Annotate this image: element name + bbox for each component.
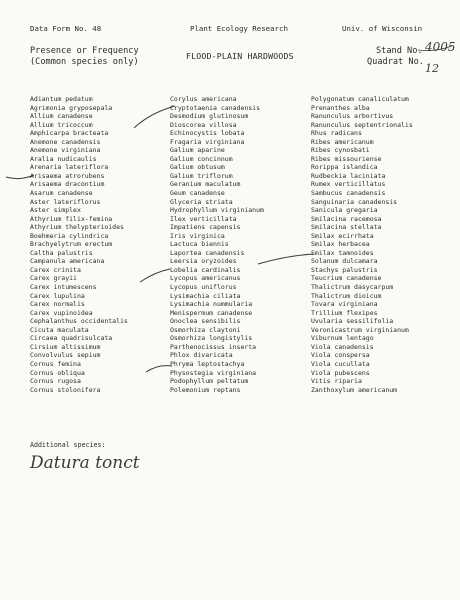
species-item: Viola pubescens — [311, 368, 370, 377]
species-item: Circaea quadrisulcata — [30, 334, 113, 343]
species-item: Athyrium thelypterioides — [30, 223, 124, 232]
species-item: Ilex verticillata — [170, 214, 237, 223]
species-item: Corylus americana — [170, 95, 237, 103]
check-mark-stroke — [140, 269, 170, 282]
species-item: Dioscorea villosa — [170, 120, 237, 129]
species-item: Polemonium reptans — [170, 385, 241, 394]
check-mark-stroke — [134, 106, 175, 128]
species-item: Aralia nudicaulis — [30, 154, 97, 163]
species-item: Ribes missouriense — [311, 154, 382, 163]
species-item: Rumex verticillatus — [311, 180, 386, 189]
species-item: Leersia oryzoides — [170, 257, 237, 266]
species-item: Allium canadense — [30, 112, 93, 121]
species-item: Lycopus uniflorus — [170, 283, 237, 292]
species-item: Carex grayii — [30, 274, 77, 283]
form-number: Data Form No. 48 — [30, 24, 102, 33]
species-item: Glyceria striata — [170, 197, 233, 206]
quadrat-number-handwritten: 12 — [425, 62, 439, 75]
species-item: Phlox divaricata — [170, 351, 233, 360]
species-item: Galium concinnum — [170, 154, 233, 163]
species-item: Thalictrum dioicum — [311, 291, 382, 300]
check-mark-stroke — [6, 175, 34, 179]
species-item: Osmorhiza claytoni — [170, 325, 241, 334]
species-item: Arisaema atrorubens — [30, 171, 105, 180]
species-item: Boehmeria cylindrica — [30, 231, 109, 240]
species-item: Anemone virginiana — [30, 146, 101, 155]
species-item: Rhus radicans — [311, 129, 362, 138]
species-item: Cirsium altissimum — [30, 342, 101, 351]
form-title: FLOOD-PLAIN HARDWOODS — [186, 51, 294, 61]
species-item: Osmorhiza longistylis — [170, 334, 253, 343]
species-item: Caltha palustris — [30, 248, 93, 257]
species-item: Allium tricoccum — [30, 120, 93, 129]
species-item: Ranunculus septentrionalis — [311, 120, 413, 129]
species-item: Carex vupinoidea — [30, 308, 93, 317]
species-item: Phryma leptostachya — [170, 359, 245, 368]
species-item: Aster simplex — [30, 206, 81, 215]
species-item: Sanicula gregaria — [311, 206, 378, 215]
species-item: Carex normalis — [30, 300, 85, 309]
species-item: Thalictrum dasycarpum — [311, 283, 394, 292]
species-item: Cornus femina — [30, 359, 81, 368]
species-item: Viola cucullata — [311, 359, 370, 368]
species-item: Arisaema dracontium — [30, 180, 105, 189]
species-item: Cryptotaenia canadensis — [170, 103, 261, 112]
species-item: Cornus rugosa — [30, 377, 81, 386]
species-item: Iris virginica — [170, 231, 225, 240]
species-item: Teucrium canadense — [311, 274, 382, 283]
species-item: Convolvulus sepium — [30, 351, 101, 360]
species-item: Carex intumescens — [30, 283, 97, 292]
species-item: Ranunculus arbortivus — [311, 112, 394, 121]
species-item: Rorippa islandica — [311, 163, 378, 172]
species-item: Solanum dulcamara — [311, 257, 378, 266]
species-item: Brachyelytrum erectum — [30, 240, 113, 249]
species-item: Geum canadense — [170, 189, 225, 198]
check-mark-stroke — [418, 46, 452, 51]
species-item: Lactuca biennis — [170, 240, 229, 249]
species-item: Agrimonia gryposepala — [30, 103, 113, 112]
organization-name: Plant Ecology Research — [190, 24, 288, 33]
species-item: Stachys palustris — [311, 265, 378, 274]
species-item: Vitis riparia — [311, 377, 362, 386]
species-item: Campanula americana — [30, 257, 105, 266]
species-item: Geranium maculatum — [170, 180, 241, 189]
stand-number-label: Stand No. — [376, 46, 423, 56]
university-name: Univ. of Wisconsin — [342, 24, 423, 33]
species-item: Lysimachia ciliata — [170, 291, 241, 300]
species-item: Uvularia sessilifolia — [311, 317, 394, 326]
species-item: Impatiens capensis — [170, 223, 241, 232]
stand-number-handwritten: 4005 — [425, 40, 456, 54]
species-item: Smilax tamnoides — [311, 248, 374, 257]
species-item: Amphicarpa bracteata — [30, 129, 109, 138]
species-item: Viburnum lentago — [311, 334, 374, 343]
species-item: Laportea canadensis — [170, 248, 245, 257]
species-item: Carex lupulina — [30, 291, 85, 300]
species-item: Galium triflorum — [170, 171, 233, 180]
species-item: Arenaria lateriflora — [30, 163, 109, 172]
species-item: Asarum canadense — [30, 189, 93, 198]
species-item: Ribes americanum — [311, 137, 374, 146]
species-item: Sanguinaria canadensis — [311, 197, 398, 206]
species-item: Veronicastrum virginianum — [311, 325, 409, 334]
species-item: Lysimachia nummularia — [170, 300, 253, 309]
species-item: Rudbeckia laciniata — [311, 171, 386, 180]
species-item: Viola conspersa — [311, 351, 370, 360]
species-item: Viola canadensis — [311, 342, 374, 351]
species-item: Tovara virginiana — [311, 300, 378, 309]
species-item: Prenanthes alba — [311, 103, 370, 112]
species-item: Carex crinita — [30, 265, 81, 274]
species-item: Cicuta maculata — [30, 325, 89, 334]
species-item: Adiantum pedatum — [30, 95, 93, 103]
quadrat-number-label: Quadrat No. — [367, 57, 424, 67]
species-item: Galium obtusum — [170, 163, 225, 172]
species-item: Anemone canadensis — [30, 137, 101, 146]
species-item: Smilax ecirrhata — [311, 231, 374, 240]
species-item: Athyrium filix-femina — [30, 214, 113, 223]
species-item: Physostegia virginiana — [170, 368, 257, 377]
additional-species-handwritten: Datura tonct — [30, 453, 140, 473]
species-item: Smilacina stellata — [311, 223, 382, 232]
check-mark-stroke — [146, 366, 172, 372]
species-item: Galium aparine — [170, 146, 225, 155]
species-item: Onoclea sensibilis — [170, 317, 241, 326]
species-item: Lycopus americanus — [170, 274, 241, 283]
species-item: Cephalanthus occidentalis — [30, 317, 128, 326]
species-item: Smilacina racemosa — [311, 214, 382, 223]
species-item: Lobelia cardinalis — [170, 265, 241, 274]
species-item: Smilax herbacea — [311, 240, 370, 249]
species-item: Polygonatum canaliculatum — [311, 95, 409, 103]
species-item: Hydrophyllum virginianum — [170, 206, 264, 215]
species-item: Menispermum canadense — [170, 308, 253, 317]
species-item: Aster lateriflorus — [30, 197, 101, 206]
species-item: Podophyllum peltatum — [170, 377, 249, 386]
check-mark-stroke — [258, 254, 313, 264]
species-item: Ribes cynosbati — [311, 146, 370, 155]
species-item: Echinocystis lobata — [170, 129, 245, 138]
presence-frequency-label: Presence or Frequency — [30, 46, 139, 56]
additional-species-label: Additional species: — [30, 441, 106, 449]
common-species-note: (Common species only) — [30, 57, 139, 67]
species-item: Zanthoxylum americanum — [311, 385, 398, 394]
species-item: Desmodium glutinosum — [170, 112, 249, 121]
species-item: Sambucus canadensis — [311, 189, 386, 198]
species-item: Parthenocissus inserta — [170, 342, 257, 351]
species-item: Fragaria virginiana — [170, 137, 245, 146]
species-item: Trillium flexipes — [311, 308, 378, 317]
species-item: Cornus obliqua — [30, 368, 85, 377]
species-item: Cornus stolonifera — [30, 385, 101, 394]
